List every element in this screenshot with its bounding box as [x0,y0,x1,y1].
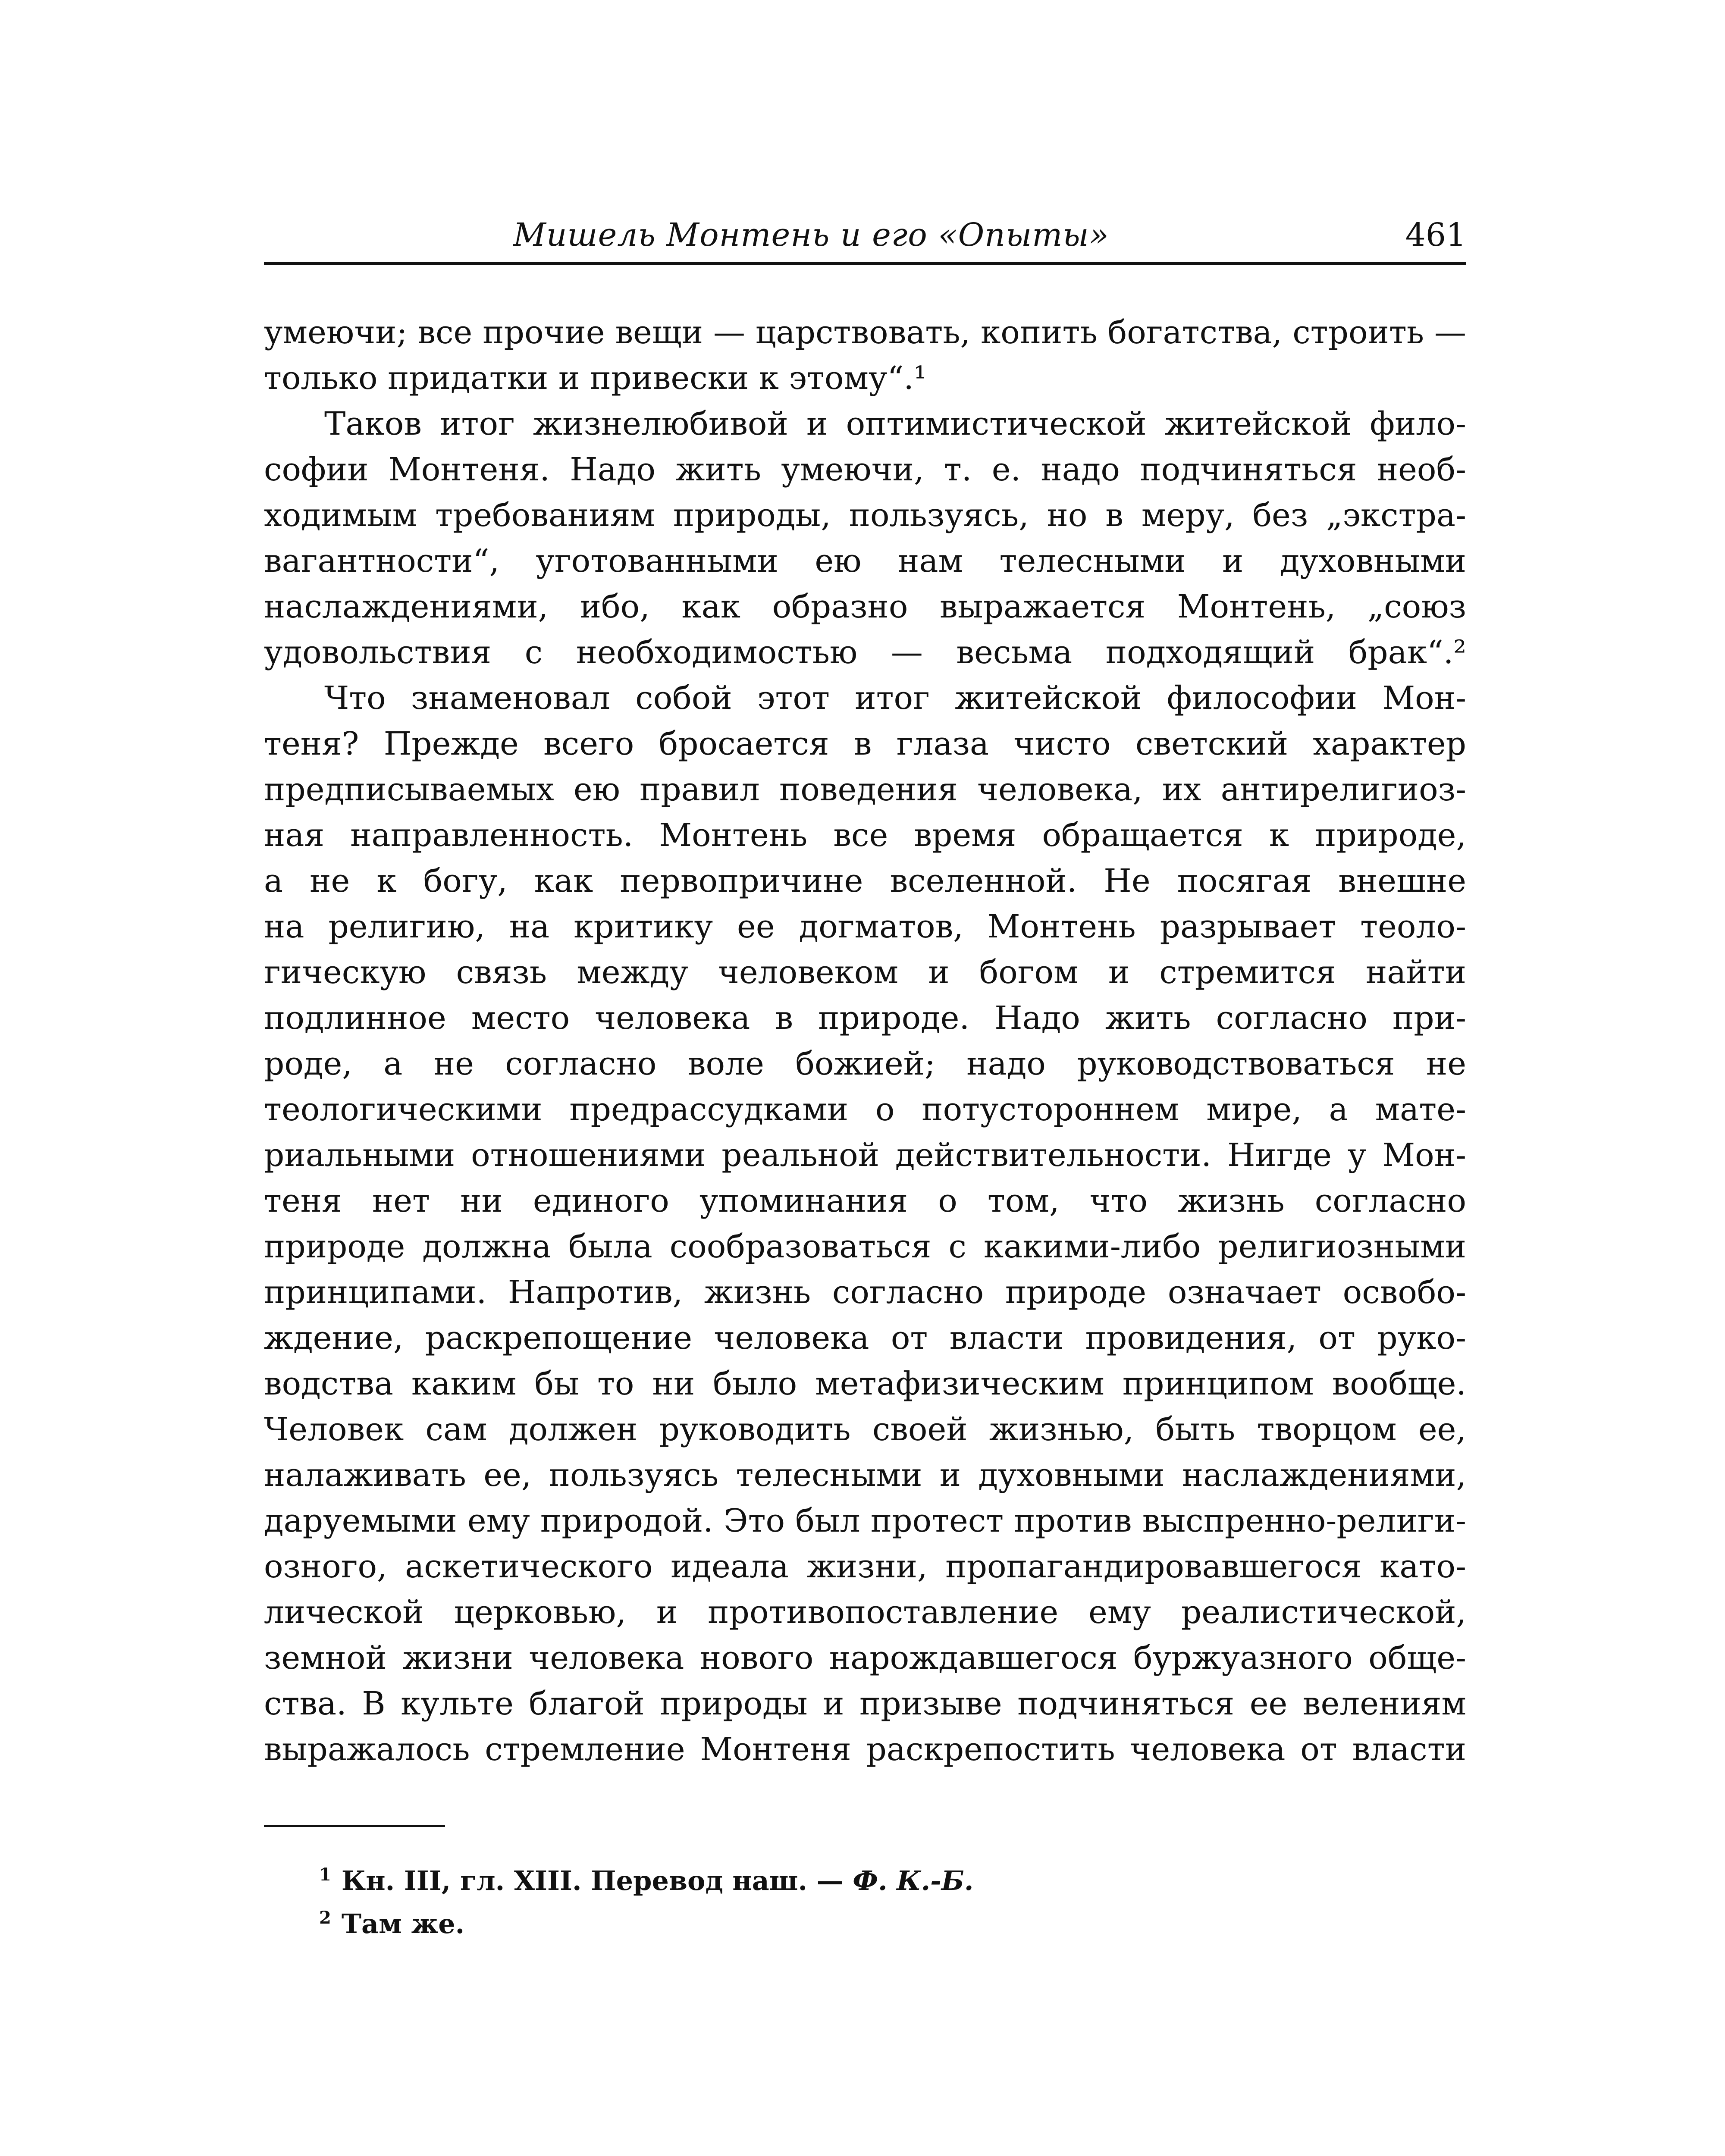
text-line: умеючи; все прочие вещи — царствовать, копить богатства, строить — [264,314,1466,351]
footnote-1 [319,1853,1466,1896]
footnote-mark: 2 [319,1908,331,1928]
text-line: наслаждениями, ибо, как образно выражается Монтень, „союз [264,588,1466,625]
text-line: предписываемых ею правил поведения человека, их антирелигиоз- [264,771,1466,808]
text-line: принципами. Напротив, жизнь согласно природе означает освобо- [264,1274,1466,1311]
running-head [264,211,1466,263]
footnote-2 [319,1896,1466,1940]
footnote-author: Ф. К.-Б. [853,1865,974,1896]
footnote-mark: 1 [319,1865,331,1885]
text-line: природе должна была сообразоваться с какими-либо религиозными [264,1228,1466,1265]
text-line: на религию, на критику ее догматов, Монтень разрывает теоло- [264,908,1466,945]
text-line: ходимым требованиям природы, пользуясь, но в меру, без „экстра- [264,497,1466,534]
text-line: ства. В культе благой природы и призыве подчиняться ее велениям [264,1685,1466,1722]
footnote-text: Там же. [341,1908,465,1940]
text-line: Что знаменовал собой этот итог житейской философии Мон- [324,680,1466,717]
main-text [264,310,1466,1772]
text-line: а не к богу, как первопричине вселенной. Не посягая внешне [264,862,1466,899]
text-line: вагантности“, уготованными ею нам телесными и духовными [264,542,1466,580]
text-line: ждение, раскрепощение человека от власти провидения, от руко- [264,1319,1466,1357]
footnotes [319,1853,1466,1940]
text-line: роде, а не согласно воле божией; надо руководствоваться не [264,1045,1466,1082]
text-line: налаживать ее, пользуясь телесными и духовными наслаждениями, [264,1457,1466,1494]
text-line: даруемыми ему природой. Это был протест против выспренно-религи- [264,1502,1466,1539]
text-line: удовольствия с необходимостью — весьма подходящий брак“.² [264,634,1466,671]
text-line: теологическими предрассудками о потустороннем мире, а мате- [264,1091,1466,1128]
text-line: выражалось стремление Монтеня раскрепостить человека от власти [264,1731,1466,1768]
text-line: земной жизни человека нового нарождавшегося буржуазного обще- [264,1639,1466,1677]
text-line: озного, аскетического идеала жизни, пропагандировавшегося като- [264,1548,1466,1585]
text-line: теня нет ни единого упоминания о том, что жизнь согласно [264,1182,1466,1219]
text-line: водства каким бы то ни было метафизическим принципом вообще. [264,1365,1466,1402]
header-rule [264,262,1466,265]
text-line: Таков итог жизнелюбивой и оптимистической житейской фило- [324,405,1466,442]
text-line: только придатки и привески к этому“.¹ [264,360,927,397]
running-title: Мишель Монтень и его «Опыты» [513,216,1109,254]
text-line: ная направленность. Монтень все время обращается к природе, [264,817,1466,854]
text-line: лической церковью, и противопоставление ему реалистической, [264,1594,1466,1631]
footnote-text: Кн. III, гл. XIII. Перевод наш. — [341,1865,853,1896]
text-line: подлинное место человека в природе. Надо жить согласно при- [264,1000,1466,1037]
text-line: теня? Прежде всего бросается в глаза чисто светский характер [264,725,1466,762]
text-line: софии Монтеня. Надо жить умеючи, т. е. надо подчиняться необ- [264,451,1466,488]
text-line: гическую связь между человеком и богом и стремится найти [264,954,1466,991]
text-line: риальными отношениями реальной действительности. Нигде у Мон- [264,1137,1466,1174]
text-line: Человек сам должен руководить своей жизнью, быть творцом ее, [264,1411,1466,1448]
page-number: 461 [1405,216,1466,254]
footnote-rule [264,1825,445,1827]
